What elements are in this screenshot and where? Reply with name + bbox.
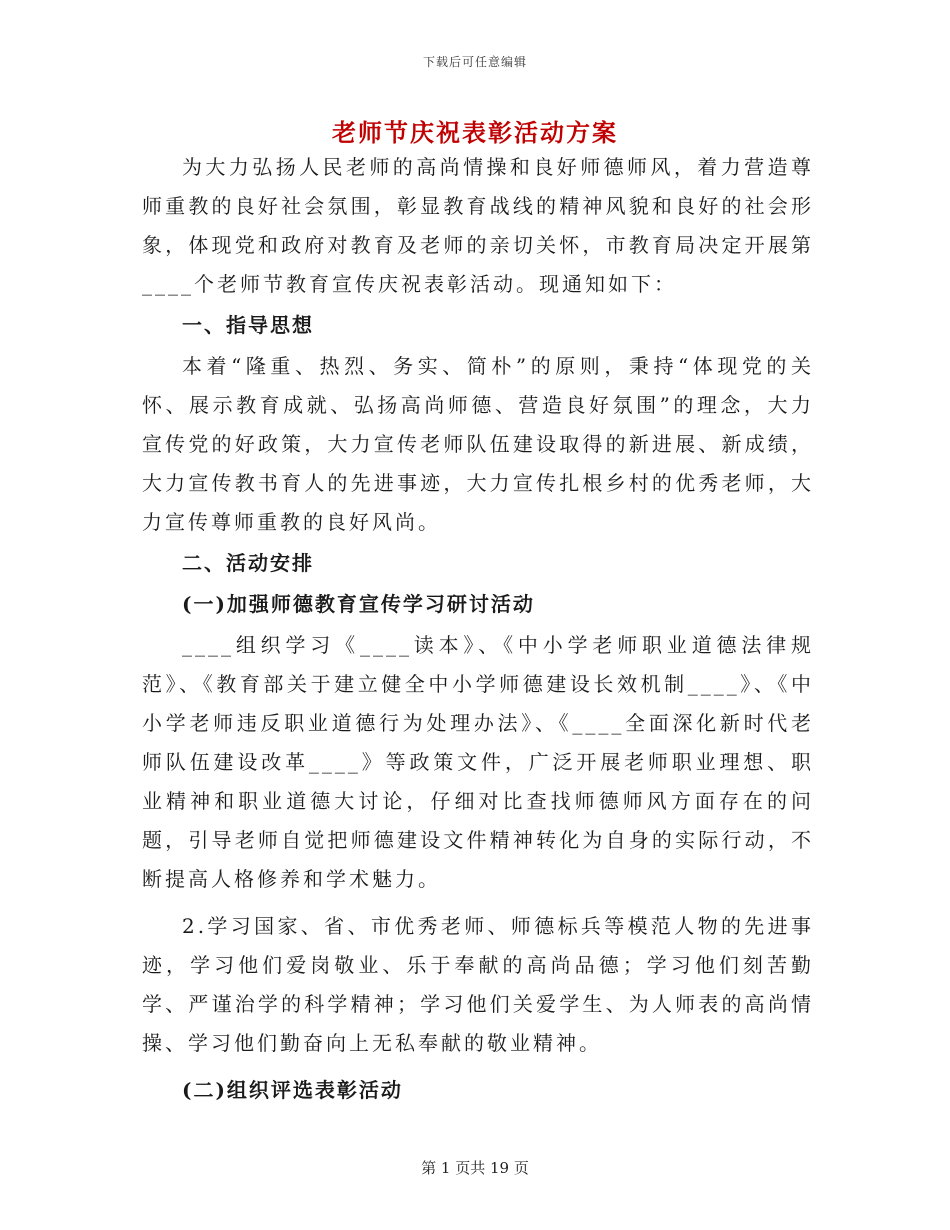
guiding-ideology-paragraph: 本着“隆重、热烈、务实、简朴”的原则，秉持“体现党的关怀、展示教育成就、弘扬高尚师德、营造良好氛围”的理念，大力宣传党的好政策，大力宣传老师队伍建设取得的新进展、新成绩，大力宣传教书育人的先进事迹，大力宣传扎根乡村的优秀老师，大力宣传尊师重教的良好风尚。 [142,354,814,534]
ethics-education-item-2: 2.学习国家、省、市优秀老师、师德标兵等模范人物的先进事迹，学习他们爱岗敬业、乐于奉献的高尚品德；学习他们刻苦勤学、严谨治学的科学精神；学习他们关爱学生、为人师表的高尚情操、学习他们勤奋向上无私奉献的敬业精神。 [142,914,814,1055]
section-heading-activity-arrangement: 二、活动安排 [182,551,314,575]
subsection-heading-ethics-education: (一)加强师德教育宣传学习研讨活动 [182,592,535,616]
document-body [142,148,814,1110]
page-footer: 第 1 页共 19 页 [421,1159,529,1177]
section-heading-guiding-ideology: 一、指导思想 [182,313,314,337]
ethics-education-item-1: ____组织学习《____读本》、《中小学老师职业道德法律规范》、《教育部关于建立健全中小学师德建设长效机制____》、《中小学老师违反职业道德行为处理办法》、《____全面深化新时代老师队伍建设改革____》等政策文件，广泛开展老师职业理想、职业精神和职业道德大讨论，仔细对比查找师德师风方面存在的问题，引导老师自觉把师德建设文件精神转化为自身的实际行动，不断提高人格修养和学术魅力。 [142,633,814,891]
subsection-heading-award-selection: (二)组织评选表彰活动 [182,1078,403,1102]
intro-paragraph: 为大力弘扬人民老师的高尚情操和良好师德师风，着力营造尊师重教的良好社会氛围，彰显教育战线的精神风貌和良好的社会形象，体现党和政府对教育及老师的亲切关怀，市教育局决定开展第____个老师节教育宣传庆祝表彰活动。现通知如下： [142,155,814,296]
document-title: 老师节庆祝表彰活动方案 [332,118,618,147]
header-note: 下载后可任意编辑 [422,55,527,69]
